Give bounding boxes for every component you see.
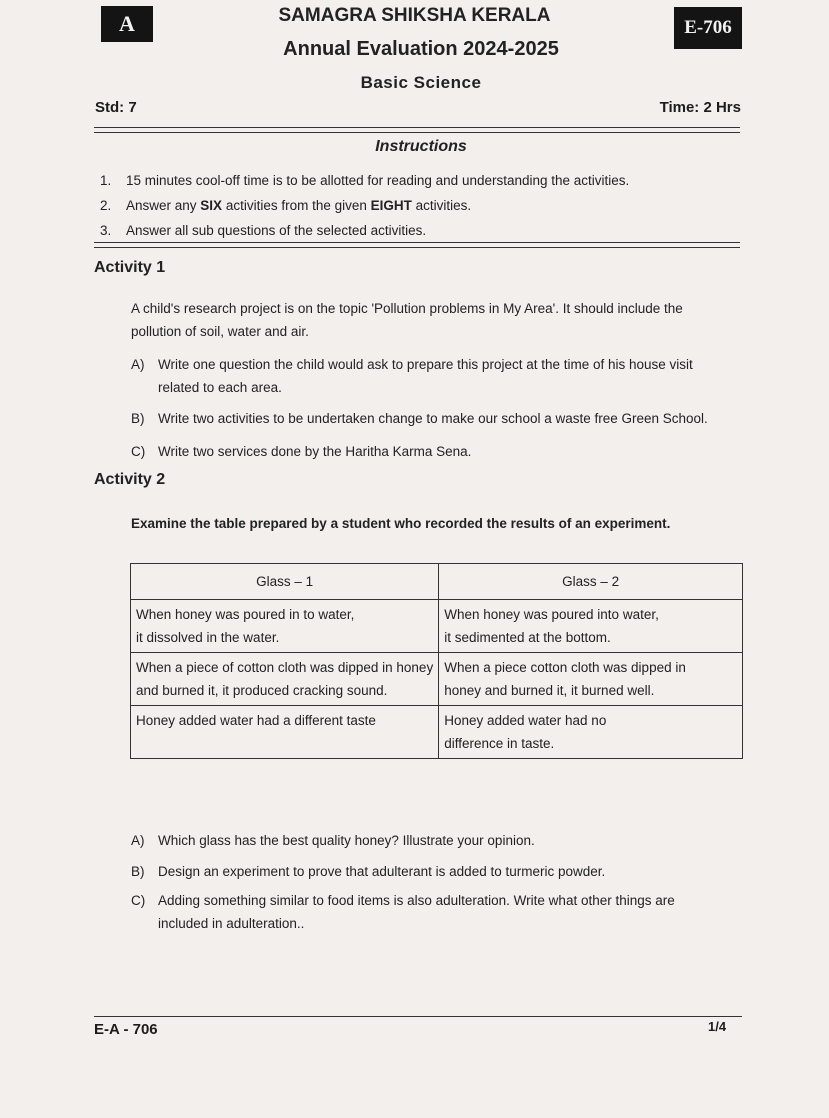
footer-code: E-A - 706 — [94, 1021, 158, 1038]
table-cell: Honey added water had a different taste — [131, 706, 439, 759]
table-cell: When a piece of cotton cloth was dipped in honey and burned it, it produced cracking sound. — [131, 653, 439, 706]
table-header-glass-1: Glass – 1 — [131, 564, 439, 600]
table-row — [131, 600, 743, 653]
activity-1-question-c: C) Write two services done by the Haritha Karma Sena. — [131, 444, 472, 459]
instruction-item: 2. Answer any SIX activities from the given EIGHT activities. — [100, 198, 472, 213]
activity-2-question-a: A) Which glass has the best quality honey? Illustrate your opinion. — [131, 833, 535, 848]
table-header-glass-2: Glass – 2 — [439, 564, 743, 600]
paper-set-badge: A — [101, 6, 153, 42]
activity-1-title: Activity 1 — [94, 259, 166, 276]
table-row — [131, 653, 743, 706]
header-divider — [94, 127, 740, 128]
instructions-title: Instructions — [375, 138, 467, 155]
organization-title: SAMAGRA SHIKSHA KERALA — [278, 5, 551, 26]
activity-1-intro: A child's research project is on the topic 'Pollution problems in My Area'. It should include the pollution of soil, water and air. — [131, 301, 683, 339]
standard-label: Std: 7 — [95, 99, 137, 116]
table-cell: When honey was poured in to water, it dissolved in the water. — [131, 600, 439, 653]
page-number: 1/4 — [708, 1019, 727, 1034]
table-header-row — [131, 564, 743, 600]
table-cell: When honey was poured into water, it sedimented at the bottom. — [439, 600, 743, 653]
time-label: Time: 2 Hrs — [659, 99, 741, 116]
activity-2-question-b: B) Design an experiment to prove that adulterant is added to turmeric powder. — [131, 864, 606, 879]
instruction-item: 3. Answer all sub questions of the selected activities. — [100, 223, 427, 238]
instruction-item: 1. 15 minutes cool-off time is to be allotted for reading and understanding the activities. — [100, 173, 630, 188]
instructions-divider — [94, 242, 740, 243]
activity-1-question-a: A) Write one question the child would ask to prepare this project at the time of his house visit related to each area. — [131, 357, 693, 395]
exam-code-badge: E-706 — [674, 7, 742, 49]
exam-title: Annual Evaluation 2024-2025 — [283, 38, 559, 60]
instructions-divider-2 — [94, 247, 740, 248]
activity-1-question-b: B) Write two activities to be undertaken change to make our school a waste free Green School. — [131, 411, 708, 426]
activity-2-intro: Examine the table prepared by a student who recorded the results of an experiment. — [131, 516, 671, 531]
activity-2-title: Activity 2 — [94, 471, 166, 488]
table-cell: When a piece cotton cloth was dipped in honey and burned it, it burned well. — [439, 653, 743, 706]
footer-divider — [94, 1016, 742, 1017]
experiment-table — [130, 563, 743, 759]
table-row — [131, 706, 743, 759]
table-cell: Honey added water had no difference in taste. — [439, 706, 743, 759]
subject-title: Basic Science — [360, 73, 482, 92]
activity-2-question-c: C) Adding something similar to food items is also adulteration. Write what other things are included in adulteration.. — [131, 893, 675, 931]
header-divider-2 — [94, 132, 740, 133]
